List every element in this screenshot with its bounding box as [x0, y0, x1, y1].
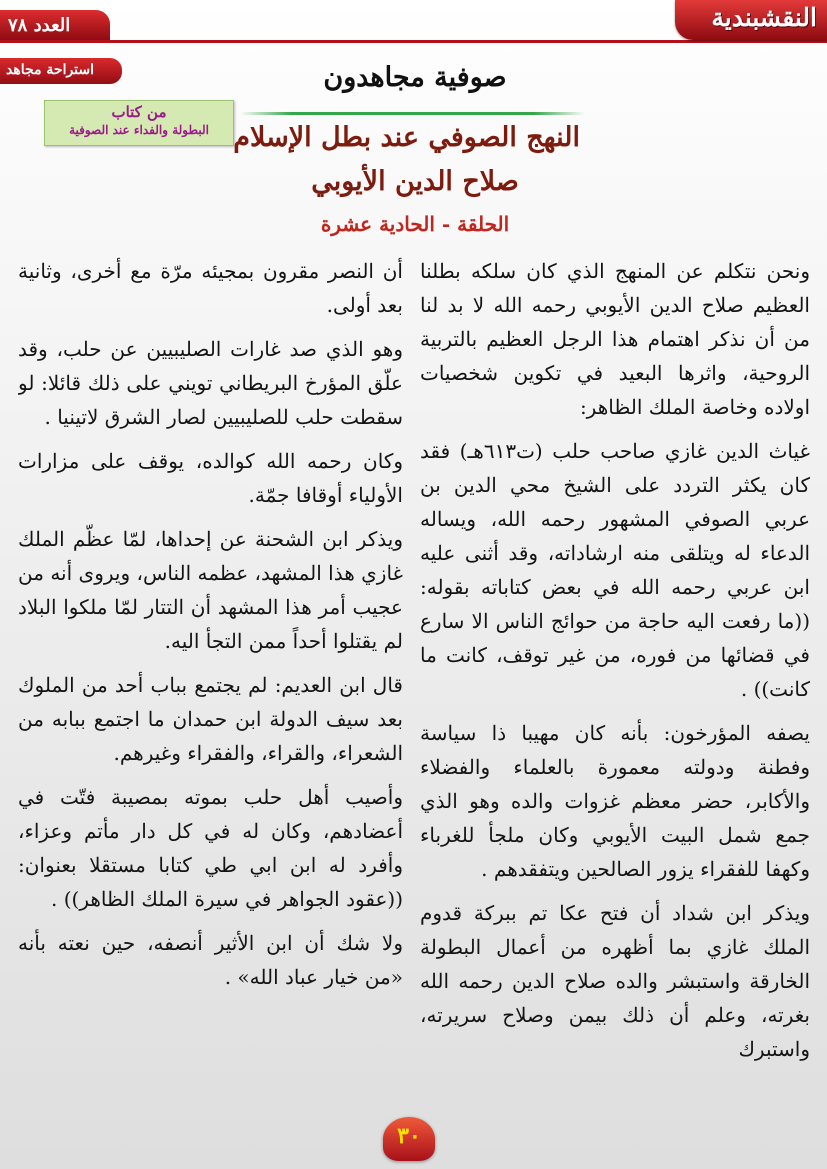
article-subtitle-line1: النهج الصوفي عند بطل الإسلام	[233, 122, 580, 153]
title-divider	[240, 112, 585, 115]
paragraph: يصفه المؤرخون: بأنه كان مهيبا ذا سياسة وفطنة ودولته معمورة بالعلماء والفضلاء والأكابر، حضر معظم غزوات والده وهو الذي جمع شمل البيت الأيوبي وكان ملجأ للغرباء وكهفا للفقراء يزور الصالحين ويتفقدهم .	[420, 721, 810, 881]
page-number: ٣٠	[397, 1123, 421, 1149]
header-rule	[0, 40, 827, 43]
paragraph: ويذكر ابن الشحنة عن إحداها، لمّا عظّم الملك غازي هذا المشهد، عظمه الناس، ويروى أنه من عجيب أمر هذا المشهد أن التتار لمّا ملكوا البلاد لم يقتلوا أحداً ممن التجأ اليه.	[18, 527, 403, 653]
text-column-left	[18, 254, 403, 1129]
issue-tab	[0, 10, 110, 40]
paragraph: وكان رحمه الله كوالده، يوقف على مزارات الأولياء أوقافا جمّة.	[18, 449, 403, 507]
paragraph: أن النصر مقرون بمجيئه مرّة مع أخرى، وثانية بعد أولى.	[18, 259, 403, 317]
paragraph: وهو الذي صد غارات الصليبيين عن حلب، وقد علّق المؤرخ البريطاني تويني على ذلك قائلا: لو سقطت حلب للصليبيين لصار الشرق لاتينيا .	[18, 337, 403, 429]
source-label: من كتاب	[111, 103, 167, 121]
issue-number: العدد ٧٨	[8, 15, 71, 36]
author-name: استراحة مجاهد	[6, 62, 95, 78]
article-title: صوفية مجاهدون	[323, 62, 507, 93]
paragraph: قال ابن العديم: لم يجتمع بباب أحد من الملوك بعد سيف الدولة ابن حمدان ما اجتمع ببابه من الشعراء، والقراء، والفقراء وغيرهم.	[18, 673, 403, 765]
paragraph: ويذكر ابن شداد أن فتح عكا تم ببركة قدوم الملك غازي بما أظهره من أعمال البطولة الخارقة واستبشر والده صلاح الدين رحمه الله بغرته، وعلم أن ذلك بيمن وصلاح سريرته، واستبرك	[420, 901, 810, 1061]
magazine-name: النقشبندية	[711, 3, 817, 32]
paragraph: وأصيب أهل حلب بموته بمصيبة فتّت في أعضادهم، وكان له في كل دار مأتم وعزاء، وأفرد له ابن ابي طي كتابا مستقلا بعنوان: ((عقود الجواهر في سيرة الملك الظاهر)) .	[18, 785, 403, 911]
author-tab	[0, 58, 122, 84]
magazine-name-tab	[675, 0, 827, 40]
article-subtitle-line2: صلاح الدين الأيوبي	[311, 166, 519, 197]
episode-label: الحلقة - الحادية عشرة	[320, 212, 510, 236]
paragraph: ونحن نتكلم عن المنهج الذي كان سلكه بطلنا العظيم صلاح الدين الأيوبي رحمه الله لا بد لنا من أن نذكر اهتمام هذا الرجل العظيم بالتربية الروحية، واثرها البعيد في تكوين شخصيات اولاده وخاصة الملك الظاهر:	[420, 259, 810, 419]
source-box	[44, 100, 234, 146]
paragraph: ولا شك أن ابن الأثير أنصفه، حين نعته بأنه «من خيار عباد الله» .	[18, 931, 403, 989]
text-column-right	[420, 254, 810, 1129]
page-number-badge	[383, 1117, 435, 1161]
source-book-title: البطولة والفداء عند الصوفية	[69, 123, 209, 137]
paragraph: غياث الدين غازي صاحب حلب (ت٦١٣هـ) فقد كان يكثر التردد على الشيخ محي الدين بن عربي الصوفي المشهور رحمه الله، ويساله الدعاء له ويتلقى منه ارشاداته، وقد أثنى عليه ابن عربي رحمه الله في بعض كتاباته بقوله: ((ما رفعت اليه حاجة من حوائج الناس الا سارع في قضائها من فوره، من غير توقف، كانت ما كانت)) .	[420, 439, 810, 701]
